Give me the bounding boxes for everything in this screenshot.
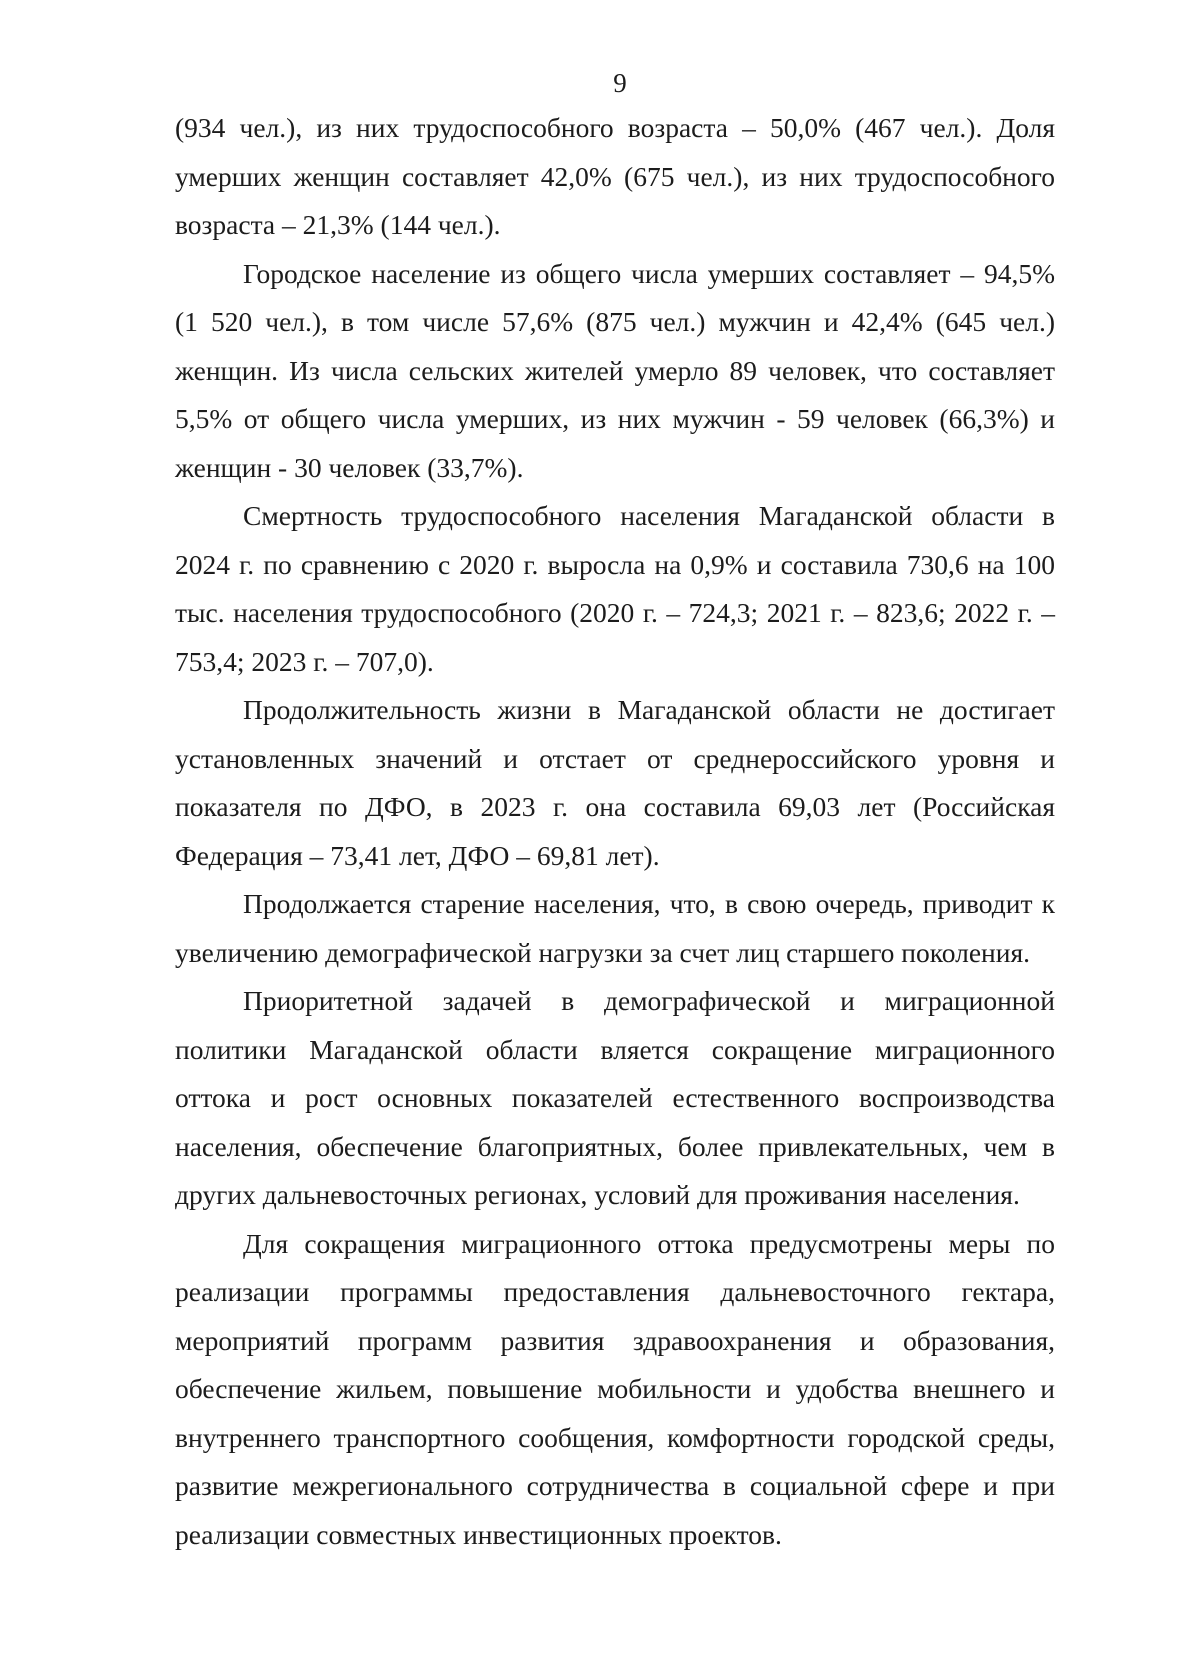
document-body: [175, 104, 1055, 1559]
paragraph-life-expectancy: Продолжительность жизни в Магаданской области не достигает установленных значений и отстает от среднероссийского уровня и показателя по ДФО, в 2023 г. она составила 69,03 лет (Российская Федерация – 73,41 лет, ДФО – 69,81 лет).: [175, 694, 1055, 871]
paragraph-urban-rural: Городское население из общего числа умерших составляет – 94,5% (1 520 чел.), в том числе 57,6% (875 чел.) мужчин и 42,4% (645 чел.) женщин. Из числа сельских жителей умерло 89 человек, что составляет 5,5% от общего числа умерших, из них мужчин - 59 человек (66,3%) и женщин - 30 человек (33,7%).: [175, 257, 1055, 483]
paragraph-priority-task: Приоритетной задачей в демографической и миграционной политики Магаданской области вляется сокращение миграционного оттока и рост основных показателей естественного воспроизводства населения, обеспечение благоприятных, более привлекательных, чем в других дальневосточных регионах, условий для проживания населения.: [175, 985, 1055, 1210]
paragraph-population-aging: Продолжается старение населения, что, в свою очередь, приводит к увеличению демографической нагрузки за счет лиц старшего поколения.: [175, 888, 1055, 968]
paragraph-working-age-mortality: Смертность трудоспособного населения Магаданской области в 2024 г. по сравнению с 2020 г. выросла на 0,9% и составила 730,6 на 100 тыс. населения трудоспособного (2020 г. – 724,3; 2021 г. – 823,6; 2022 г. – 753,4; 2023 г. – 707,0).: [175, 500, 1055, 677]
page-number: 9: [613, 68, 627, 98]
paragraph-mortality-gender: (934 чел.), из них трудоспособного возраста – 50,0% (467 чел.). Доля умерших женщин составляет 42,0% (675 чел.), из них трудоспособного возраста – 21,3% (144 чел.).: [175, 112, 1055, 240]
paragraph-migration-measures: Для сокращения миграционного оттока предусмотрены меры по реализации программы предоставления дальневосточного гектара, мероприятий программ развития здравоохранения и образования, обеспечение жильем, повышение мобильности и удобства внешнего и внутреннего транспортного сообщения, комфортности городской среды, развитие межрегионального сотрудничества в социальной сфере и при реализации совместных инвестиционных проектов.: [175, 1227, 1055, 1550]
